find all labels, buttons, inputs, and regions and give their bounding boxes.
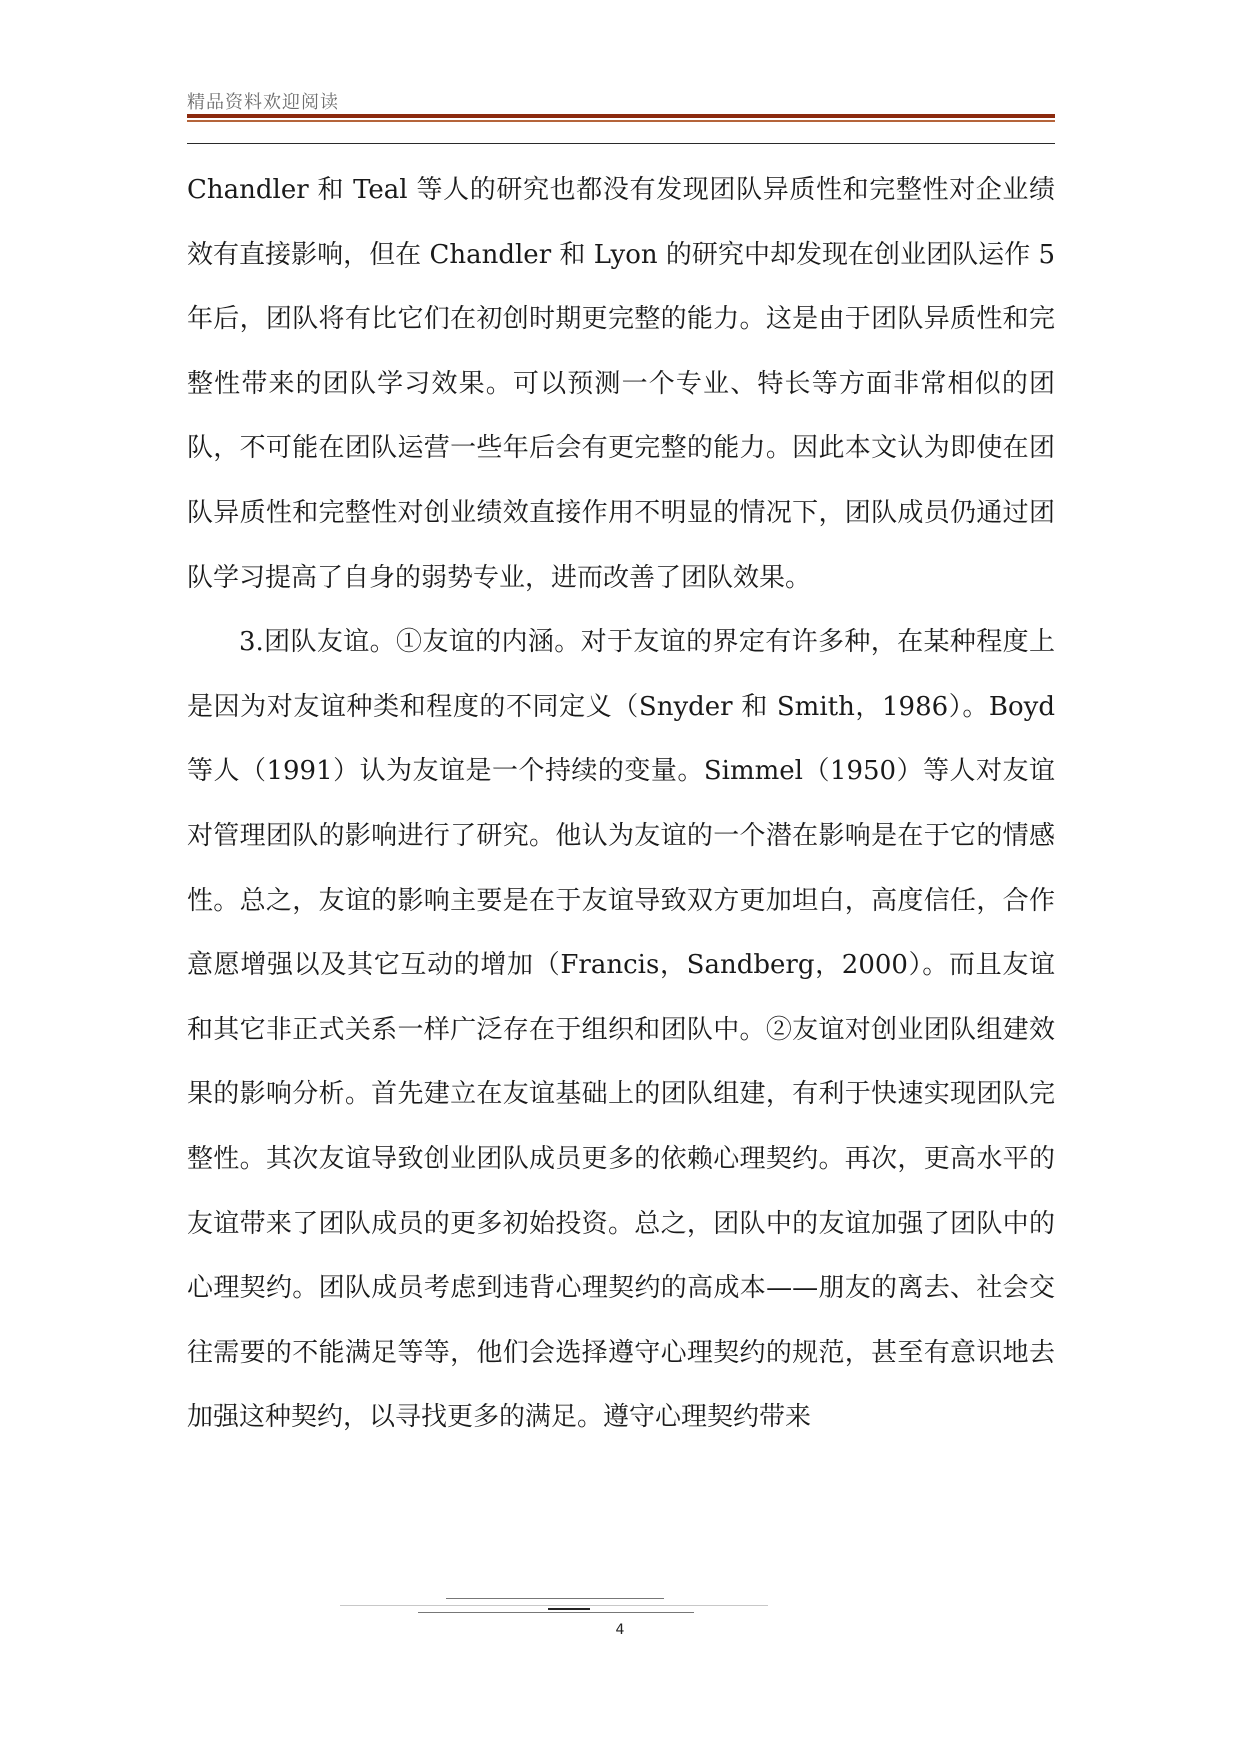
body-paragraph-2: 3.团队友谊。①友谊的内涵。对于友谊的界定有许多种，在某种程度上是因为对友谊种类和程度的不同定义（Snyder 和 Smith，1986）。Boyd 等人（1991）认为友谊是一个持续的变量。Simmel（1950）等人对友谊对管理团队的影响进行了研究。他认为友谊的一个潜在影响是在于它的情感性。总之，友谊的影响主要是在于友谊导致双方更加坦白，高度信任，合作意愿增强以及其它互动的增加（Francis，Sandberg，2000）。而且友谊和其它非正式关系一样广泛存在于组织和团队中。②友谊对创业团队组建效果的影响分析。首先建立在友谊基础上的团队组建，有利于快速实现团队完整性。其次友谊导致创业团队成员更多的依赖心理契约。再次，更高水平的友谊带来了团队成员的更多初始投资。总之，团队中的友谊加强了团队中的心理契约。团队成员考虑到违背心理契约的高成本——朋友的离去、社会交往需要的不能满足等等，他们会选择遵守心理契约的规范，甚至有意识地去加强这种契约，以寻找更多的满足。遵守心理契约带来 [187, 627, 1055, 1433]
footer-line-4 [548, 1608, 590, 1610]
header-rule-brown [187, 120, 1055, 122]
header-rule-thick [187, 114, 1055, 118]
footer-line-3 [418, 1612, 694, 1613]
footer-line-2 [340, 1605, 768, 1606]
footer-line-1 [446, 1598, 664, 1599]
page-header: 精品资料欢迎阅读 [187, 92, 339, 113]
body-paragraph-1: Chandler 和 Teal 等人的研究也都没有发现团队异质性和完整性对企业绩效有直接影响，但在 Chandler 和 Lyon 的研究中却发现在创业团队运作 5 年后，团队将有比它们在初创时期更完整的能力。这是由于团队异质性和完整性带来的团队学习效果。可以预测一个专业、特长等方面非常相似的团队，不可能在团队运营一些年后会有更完整的能力。因此本文认为即使在团队异质性和完整性对创业绩效直接作用不明显的情况下，团队成员仍通过团队学习提高了自身的弱势专业，进而改善了团队效果。 [187, 175, 1055, 593]
document-body [187, 158, 1055, 1450]
page-number: 4 [615, 1622, 625, 1638]
header-rule-thin [187, 143, 1055, 144]
